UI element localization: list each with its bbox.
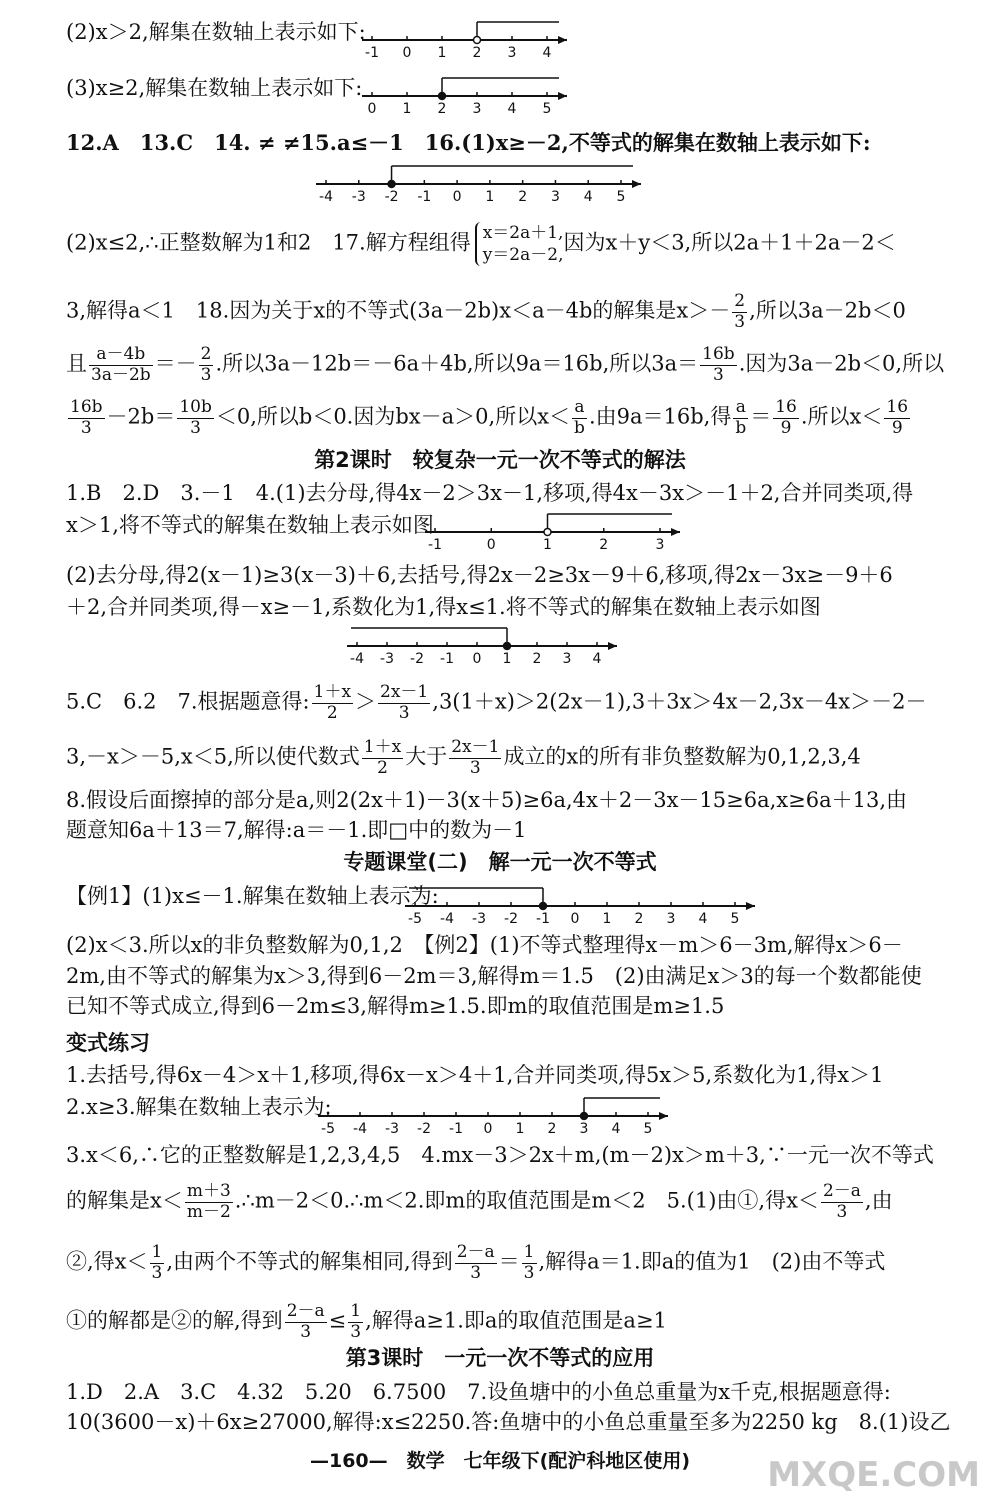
tick-label: 4 <box>542 45 552 61</box>
axis-arrow <box>671 528 680 536</box>
tick-label: 1 <box>515 1121 525 1137</box>
tick-label: 2 <box>547 1121 557 1137</box>
tick-label: -3 <box>385 1121 399 1137</box>
text-line: (3)x≥2,解集在数轴上表示如下: <box>66 76 363 100</box>
tick-label: -3 <box>351 189 366 205</box>
tick-label: 2 <box>518 189 528 205</box>
tick-label: 4 <box>507 101 517 117</box>
tick-label: 3 <box>655 537 665 553</box>
text-line: (2)去分母,得2(x－1)≥3(x－3)＋6,去括号,得2x－2≥3x－9＋6,移项,得2x－3x≥－9＋6 <box>66 563 893 587</box>
tick-label: -1 <box>449 1121 463 1137</box>
tick-label: -4 <box>440 911 454 927</box>
closed-point <box>540 903 547 910</box>
tick-label: 1 <box>437 45 447 61</box>
closed-point <box>439 93 446 100</box>
fraction: $\frac{2}{3}$ <box>734 291 746 332</box>
tick-label: -4 <box>350 651 364 667</box>
fraction: $\frac{a}{b}$ <box>574 397 585 438</box>
tick-label: 0 <box>483 1121 493 1137</box>
text-line: (2)x＞2,解集在数轴上表示如下: <box>66 20 366 44</box>
tick-label: 4 <box>698 911 708 927</box>
text-line: 1.B 2.D 3.－1 4.(1)去分母,得4x－2＞3x－1,移项,得4x－3x＞－1＋2,合并同类项,得 <box>66 481 914 505</box>
tick-label: 2 <box>634 911 644 927</box>
text-line: 1.D 2.A 3.C 4.32 5.20 6.7500 7.设鱼塘中的小鱼总重量为x千克,根据题意得: <box>66 1380 891 1404</box>
text-line: 题意知6a＋13＝7,解得:a＝－1.即□中的数为－1 <box>66 818 527 842</box>
section-heading: 第2课时 较复杂一元一次不等式的解法 <box>314 448 686 472</box>
closed-point <box>504 643 511 650</box>
page-footer: —160— 数学 七年级下(配沪科地区使用) <box>309 1450 691 1472</box>
tick-label: 1 <box>602 911 612 927</box>
tick-label: -1 <box>428 537 442 553</box>
axis-arrow <box>608 642 617 650</box>
fraction: $\frac{a}{b}$ <box>735 397 747 438</box>
number-line <box>362 70 577 118</box>
tick-label: 4 <box>611 1121 621 1137</box>
fraction: $\frac{16}{9}$ <box>886 397 909 438</box>
text-line: 12.A 13.C 14. ≠ ≠15.a≤－1 16.(1)x≥－2,不等式的解集在数轴上表示如下: <box>66 130 871 155</box>
fraction: $\frac{1+x}{2}$ <box>363 737 402 778</box>
text-line: ①的解都是②的解,得到 $\frac{2-a}{3}$ ≤ $\frac{1}{3}$ ,解得a≥1.即a的取值范围是a≥1 <box>66 1301 667 1342</box>
tick-label: 1 <box>543 537 552 553</box>
fraction: $\frac{2-a}{3}$ <box>822 1181 861 1222</box>
tick-label: 0 <box>367 101 377 117</box>
tick-label: 4 <box>583 189 593 205</box>
tick-label: 5 <box>616 189 626 205</box>
tick-label: -2 <box>384 189 399 205</box>
tick-label: -2 <box>504 911 518 927</box>
fraction: $\frac{16b}{3}$ <box>70 397 103 438</box>
text-line: 【例1】(1)x≤－1.解集在数轴上表示为: <box>66 884 439 908</box>
text-line: 3,－x＞－5,x＜5,所以使代数式 $\frac{1+x}{2}$ 大于 $\frac{2x-1}{3}$ 成立的x的所有非负整数解为0,1,2,3,4 <box>66 737 861 778</box>
fraction: $\frac{2x-1}{3}$ <box>380 682 429 723</box>
fraction: $\frac{2-a}{3}$ <box>286 1301 325 1342</box>
subsection-heading: 变式练习 <box>66 1031 150 1055</box>
tick-label: 3 <box>579 1121 589 1137</box>
number-line <box>347 620 627 668</box>
closed-point <box>581 1113 588 1120</box>
tick-label: 5 <box>730 911 740 927</box>
section-heading: 专题课堂(二) 解一元一次不等式 <box>343 850 657 874</box>
tick-label: 0 <box>486 537 496 553</box>
text-line: 3,解得a＜1 18.因为关于x的不等式(3a－2b)x＜a－4b的解集是x＞－ $\frac{2}{3}$ ,所以3a－2b＜0 <box>66 291 906 332</box>
tick-label: -4 <box>353 1121 367 1137</box>
tick-label: -3 <box>472 911 486 927</box>
fraction: $\frac{10b}{3}$ <box>179 397 212 438</box>
tick-label: -1 <box>417 189 432 205</box>
tick-label: 1 <box>402 101 412 117</box>
fraction: $\frac{2x-1}{3}$ <box>451 737 500 778</box>
fraction: $\frac{2}{3}$ <box>200 344 212 385</box>
equation-system: x＝2a＋1, y＝2a－2, <box>475 222 564 266</box>
fraction: $\frac{16b}{3}$ <box>702 344 735 385</box>
tick-label: 2 <box>599 537 609 553</box>
text-line: 5.C 6.2 7.根据题意得: $\frac{1+x}{2}$ ＞ $\frac{2x-1}{3}$ ,3(1＋x)＞2(2x－1),3＋3x＞4x－2,3x－4x＞－2－ <box>66 682 927 723</box>
axis-arrow <box>558 36 567 44</box>
tick-label: 3 <box>550 189 560 205</box>
axis-arrow <box>558 92 567 100</box>
tick-label: -1 <box>440 651 454 667</box>
text-line: ②,得x＜ $\frac{1}{3}$ ,由两个不等式的解集相同,得到 $\frac{2-a}{3}$ ＝ $\frac{1}{3}$ ,解得a＝1.即a的值为1 (2)由不等式 <box>66 1242 886 1283</box>
tick-label: -1 <box>365 45 379 61</box>
fraction: $\frac{2-a}{3}$ <box>456 1242 495 1283</box>
fraction: $\frac{m+3}{m-2}$ <box>186 1181 231 1222</box>
tick-label: -2 <box>410 651 424 667</box>
text-line: (2)x≤2,∴正整数解为1和2 17.解方程组得 x＝2a＋1, y＝2a－2, 因为x＋y＜3,所以2a＋1＋2a－2＜ <box>66 223 896 266</box>
text-line: 且 $\frac{a-4b}{3a-2b}$ ＝－ $\frac{2}{3}$ .所以3a－12b＝－6a＋4b,所以9a＝16b,所以3a＝ $\frac{16b}{3}$ .因为3a－2b＜0,所以 <box>66 344 945 385</box>
tick-label: -3 <box>380 651 394 667</box>
text-line: 10(3600－x)＋6x≥27000,解得:x≤2250.答:鱼塘中的小鱼总重量至多为2250 kg 8.(1)设乙 <box>66 1410 951 1434</box>
number-line <box>362 14 577 60</box>
section-heading: 第3课时 一元一次不等式的应用 <box>345 1346 655 1370</box>
text-line: 8.假设后面擦掉的部分是a,则2(2x＋1)－3(x＋5)≥6a,4x＋2－3x－15≥6a,x≥6a＋13,由 <box>66 788 908 812</box>
tick-label: 0 <box>402 45 412 61</box>
tick-label: 2 <box>532 651 542 667</box>
axis-arrow <box>632 180 641 188</box>
text-line: ＋2,合并同类项,得－x≥－1,系数化为1,得x≤1.将不等式的解集在数轴上表示如图 <box>66 595 821 619</box>
tick-label: 1 <box>502 651 512 667</box>
tick-label: -2 <box>417 1121 431 1137</box>
tick-label: 5 <box>542 101 552 117</box>
text-line: 3.x＜6,∴它的正整数解是1,2,3,4,5 4.mx－3＞2x＋m,(m－2)x＞m＋3,∵一元一次不等式 <box>66 1143 934 1167</box>
text-line: 已知不等式成立,得到6－2m≤3,解得m≥1.5.即m的取值范围是m≥1.5 <box>66 994 725 1018</box>
axis-arrow <box>659 1112 668 1120</box>
watermark: MXQE.COM <box>767 1455 980 1495</box>
tick-label: 5 <box>643 1121 653 1137</box>
closed-point <box>388 181 395 188</box>
text-line: (2)x＜3.所以x的非负整数解为0,1,2 【例2】(1)不等式整理得x－m＞6－3m,解得x＞6－ <box>66 933 903 957</box>
tick-label: -4 <box>319 189 333 205</box>
tick-label: 4 <box>592 651 602 667</box>
text-line: 2.x≥3.解集在数轴上表示为: <box>66 1095 332 1119</box>
number-line <box>405 880 765 928</box>
fraction: $\frac{1+x}{2}$ <box>313 682 352 723</box>
tick-label: 0 <box>570 911 580 927</box>
tick-label: 3 <box>562 651 572 667</box>
open-point <box>474 37 481 44</box>
text-line: 2m,由不等式的解集为x＞3,得到6－2m＝3,解得m＝1.5 (2)由满足x＞3的每一个数都能使 <box>66 964 922 988</box>
number-line <box>316 158 651 204</box>
text-line: 的解集是x＜ $\frac{m+3}{m-2}$ .∴m－2＜0.∴m＜2.即m的取值范围是m＜2 5.(1)由①,得x＜ $\frac{2-a}{3}$ ,由 <box>66 1181 893 1222</box>
axis-arrow <box>746 902 755 910</box>
tick-label: 3 <box>666 911 676 927</box>
tick-label: -1 <box>536 911 550 927</box>
fraction: $\frac{a-4b}{3a-2b}$ <box>91 344 151 385</box>
tick-label: 3 <box>507 45 517 61</box>
tick-label: 2 <box>472 45 482 61</box>
fraction: $\frac{1}{3}$ <box>350 1301 362 1342</box>
text-line: 1.去括号,得6x－4＞x＋1,移项,得6x－x＞4＋1,合并同类项,得5x＞5,系数化为1,得x＞1 <box>66 1063 884 1087</box>
number-line <box>425 506 690 554</box>
text-line: x＞1,将不等式的解集在数轴上表示如图 <box>66 513 434 537</box>
fraction: $\frac{1}{3}$ <box>523 1242 535 1283</box>
tick-label: 0 <box>452 189 462 205</box>
tick-label: 3 <box>472 101 482 117</box>
tick-label: 0 <box>472 651 482 667</box>
tick-label: 2 <box>437 101 447 117</box>
open-point <box>544 529 551 536</box>
fraction: $\frac{1}{3}$ <box>151 1242 163 1283</box>
tick-label: -5 <box>321 1121 335 1137</box>
tick-label: -5 <box>408 911 422 927</box>
text-line: $\frac{16b}{3}$ －2b＝ $\frac{10b}{3}$ ＜0,所以b＜0.因为bx－a＞0,所以x＜ $\frac{a}{b}$ .由9a＝16b,得 $\frac{a}{b}$ ＝ $\frac{16}{9}$ .所以x＜ $\frac{16}{9}$ <box>70 397 909 438</box>
fraction: $\frac{16}{9}$ <box>775 397 797 438</box>
number-line <box>318 1090 678 1138</box>
tick-label: 1 <box>485 189 495 205</box>
